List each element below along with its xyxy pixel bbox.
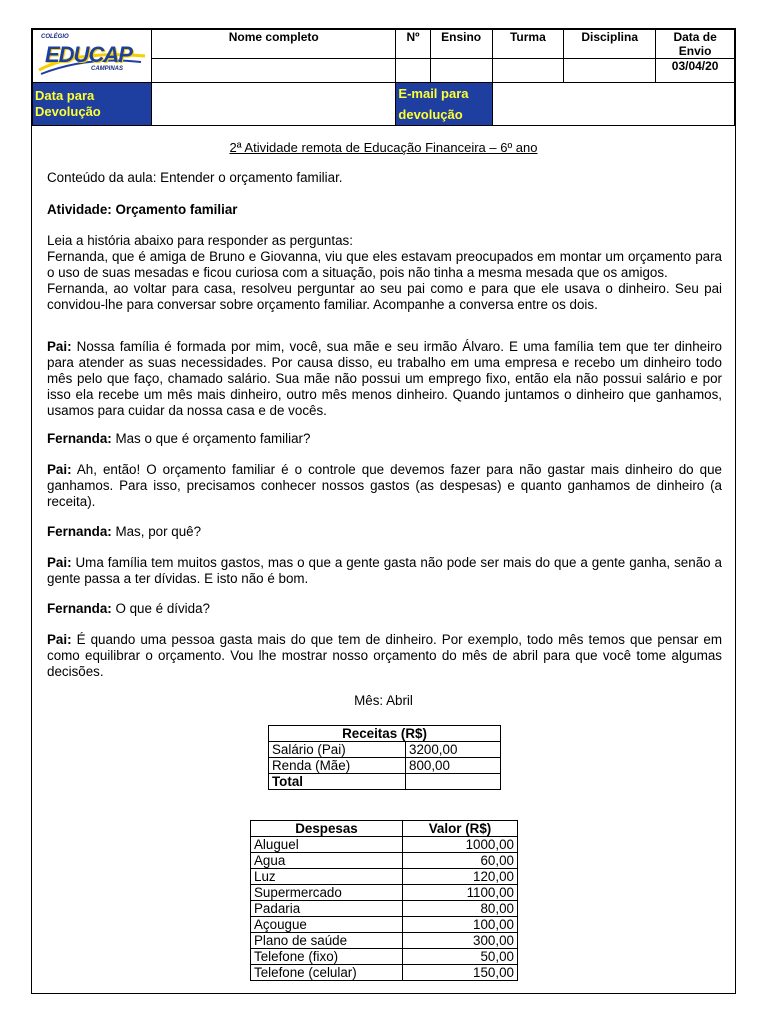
intro-line-3: Fernanda, ao voltar para casa, resolveu perguntar ao seu pai como e para que ele usava o dinheiro. Seu pai convidou-lhe para conversar sobre orçamento familiar. Acompanhe a conversa entre os dois. bbox=[47, 281, 722, 312]
speech: Ah, então! O orçamento familiar é o controle que devemos fazer para não gastar mais dinheiro do que ganhamos. Para isso, precisamos conhecer nossos gastos (as despesas) e quanto ganhamos de dinheiro (a receita). bbox=[47, 462, 722, 509]
receita-value: 800,00 bbox=[406, 758, 501, 774]
email-devolucao-label: E-mail para devolução bbox=[396, 83, 492, 126]
name-column-header: Nome completo bbox=[152, 30, 396, 59]
intro-line-2: Fernanda, que é amiga de Bruno e Giovanna, viu que eles estavam preocupados em montar um orçamento para o uso de suas mesadas e ficou curiosa com a situação, pois não tinha a mesma mesada que os amigos. bbox=[47, 249, 722, 280]
dialogue-pai-1 bbox=[47, 339, 722, 419]
despesa-label: Açougue bbox=[251, 917, 403, 933]
despesa-value: 80,00 bbox=[403, 901, 518, 917]
turma-field[interactable] bbox=[492, 59, 563, 83]
content-paragraph bbox=[47, 170, 722, 186]
despesa-label: Supermercado bbox=[251, 885, 403, 901]
speech: Mas, por quê? bbox=[111, 524, 202, 539]
conteudo-text: Conteúdo da aula: Entender o orçamento familiar. bbox=[47, 170, 343, 185]
table-row bbox=[251, 965, 518, 981]
table-row bbox=[251, 933, 518, 949]
dialogue-fernanda-3 bbox=[47, 601, 722, 617]
header-table bbox=[32, 29, 735, 126]
table-row bbox=[251, 869, 518, 885]
despesa-value: 120,00 bbox=[403, 869, 518, 885]
speech: Uma família tem muitos gastos, mas o que a gente gasta não pode ser mais do que a gente ganha, senão a gente passa a ter dívidas. E isto não é bom. bbox=[47, 555, 722, 586]
table-row bbox=[269, 774, 501, 790]
dialogue-pai-3 bbox=[47, 555, 722, 587]
receita-total-field[interactable] bbox=[406, 774, 501, 790]
school-logo bbox=[37, 34, 147, 78]
logo-sub-text: CAMPINAS bbox=[91, 66, 124, 72]
despesa-value: 1000,00 bbox=[403, 837, 518, 853]
table-row bbox=[269, 758, 501, 774]
despesa-label: Aluguel bbox=[251, 837, 403, 853]
table-row bbox=[251, 853, 518, 869]
table-row bbox=[251, 917, 518, 933]
number-field[interactable] bbox=[396, 59, 430, 83]
receita-value: 3200,00 bbox=[406, 742, 501, 758]
despesa-label: Telefone (celular) bbox=[251, 965, 403, 981]
despesa-label: Agua bbox=[251, 853, 403, 869]
name-field[interactable] bbox=[152, 59, 396, 83]
speech: Mas o que é orçamento familiar? bbox=[111, 431, 311, 446]
disciplina-field[interactable] bbox=[564, 59, 656, 83]
activity-title: 2ª Atividade remota de Educação Financeira – 6º ano bbox=[229, 140, 538, 155]
turma-column-header: Turma bbox=[492, 30, 563, 59]
despesa-value: 60,00 bbox=[403, 853, 518, 869]
data-envio-column-header: Data de Envio bbox=[656, 30, 735, 59]
despesa-label: Padaria bbox=[251, 901, 403, 917]
table-row bbox=[251, 837, 518, 853]
receita-label: Renda (Mãe) bbox=[269, 758, 406, 774]
table-row bbox=[251, 885, 518, 901]
data-devolucao-field[interactable] bbox=[152, 83, 396, 126]
dialogue-fernanda-2 bbox=[47, 524, 722, 540]
data-devolucao-label: Data para Devolução bbox=[33, 83, 152, 126]
receitas-table bbox=[268, 725, 501, 790]
worksheet-page bbox=[31, 28, 736, 994]
number-column-header: Nº bbox=[396, 30, 430, 59]
speech: É quando uma pessoa gasta mais do que tem de dinheiro. Por exemplo, todo mês temos que pensar em como equilibrar o orçamento. Vou lhe mostrar nosso orçamento do mês de abril para que você tome algumas decisões. bbox=[47, 632, 722, 679]
receitas-header: Receitas (R$) bbox=[269, 726, 501, 742]
logo-brand-text: EDUCAP bbox=[45, 42, 132, 67]
atividade-text: Atividade: Orçamento familiar bbox=[47, 202, 238, 217]
despesa-value: 1100,00 bbox=[403, 885, 518, 901]
speaker: Fernanda: bbox=[47, 524, 112, 539]
despesas-header-value: Valor (R$) bbox=[403, 821, 518, 837]
speaker: Pai: bbox=[47, 339, 72, 354]
atividade-heading bbox=[47, 202, 722, 218]
speaker: Fernanda: bbox=[47, 601, 112, 616]
ensino-field[interactable] bbox=[430, 59, 492, 83]
despesa-value: 150,00 bbox=[403, 965, 518, 981]
despesa-value: 50,00 bbox=[403, 949, 518, 965]
intro-line-1: Leia a história abaixo para responder as perguntas: bbox=[47, 233, 353, 248]
table-row bbox=[251, 949, 518, 965]
receita-label: Salário (Pai) bbox=[269, 742, 406, 758]
speaker: Pai: bbox=[47, 555, 72, 570]
email-devolucao-field[interactable] bbox=[492, 83, 734, 126]
despesa-label: Telefone (fixo) bbox=[251, 949, 403, 965]
receita-total-label: Total bbox=[269, 774, 406, 790]
despesa-label: Plano de saúde bbox=[251, 933, 403, 949]
speaker: Pai: bbox=[47, 632, 72, 647]
speaker: Fernanda: bbox=[47, 431, 112, 446]
dialogue-fernanda-1 bbox=[47, 431, 722, 447]
despesa-label: Luz bbox=[251, 869, 403, 885]
speech: Nossa família é formada por mim, você, sua mãe e seu irmão Álvaro. E uma família tem que ter dinheiro para atender as suas necessidades. Por causa disso, eu trabalho em uma empresa e recebo um dinheiro todo mês pelo que faço, chamado salário. Sua mãe não possui um emprego fixo, então ela não possui salário e por isso ela recebe um mês mais dinheiro, outro mês menos dinheiro. Quando juntamos o dinheiro que ganhamos, usamos para cuidar da nossa casa e de vocês. bbox=[47, 339, 722, 418]
table-row bbox=[251, 901, 518, 917]
table-row bbox=[269, 742, 501, 758]
disciplina-column-header: Disciplina bbox=[564, 30, 656, 59]
dialogue-pai-2 bbox=[47, 462, 722, 510]
despesa-value: 100,00 bbox=[403, 917, 518, 933]
despesas-header-label: Despesas bbox=[251, 821, 403, 837]
data-envio-value: 03/04/20 bbox=[656, 59, 735, 83]
despesas-table bbox=[250, 820, 518, 981]
ensino-column-header: Ensino bbox=[430, 30, 492, 59]
month-caption: Mês: Abril bbox=[354, 693, 413, 708]
speaker: Pai: bbox=[47, 462, 72, 477]
speech: O que é dívida? bbox=[111, 601, 210, 616]
logo-top-text: COLÉGIO bbox=[41, 34, 69, 40]
despesa-value: 300,00 bbox=[403, 933, 518, 949]
intro-block bbox=[47, 233, 722, 313]
logo-cell bbox=[33, 30, 152, 83]
dialogue-pai-4 bbox=[47, 632, 722, 680]
